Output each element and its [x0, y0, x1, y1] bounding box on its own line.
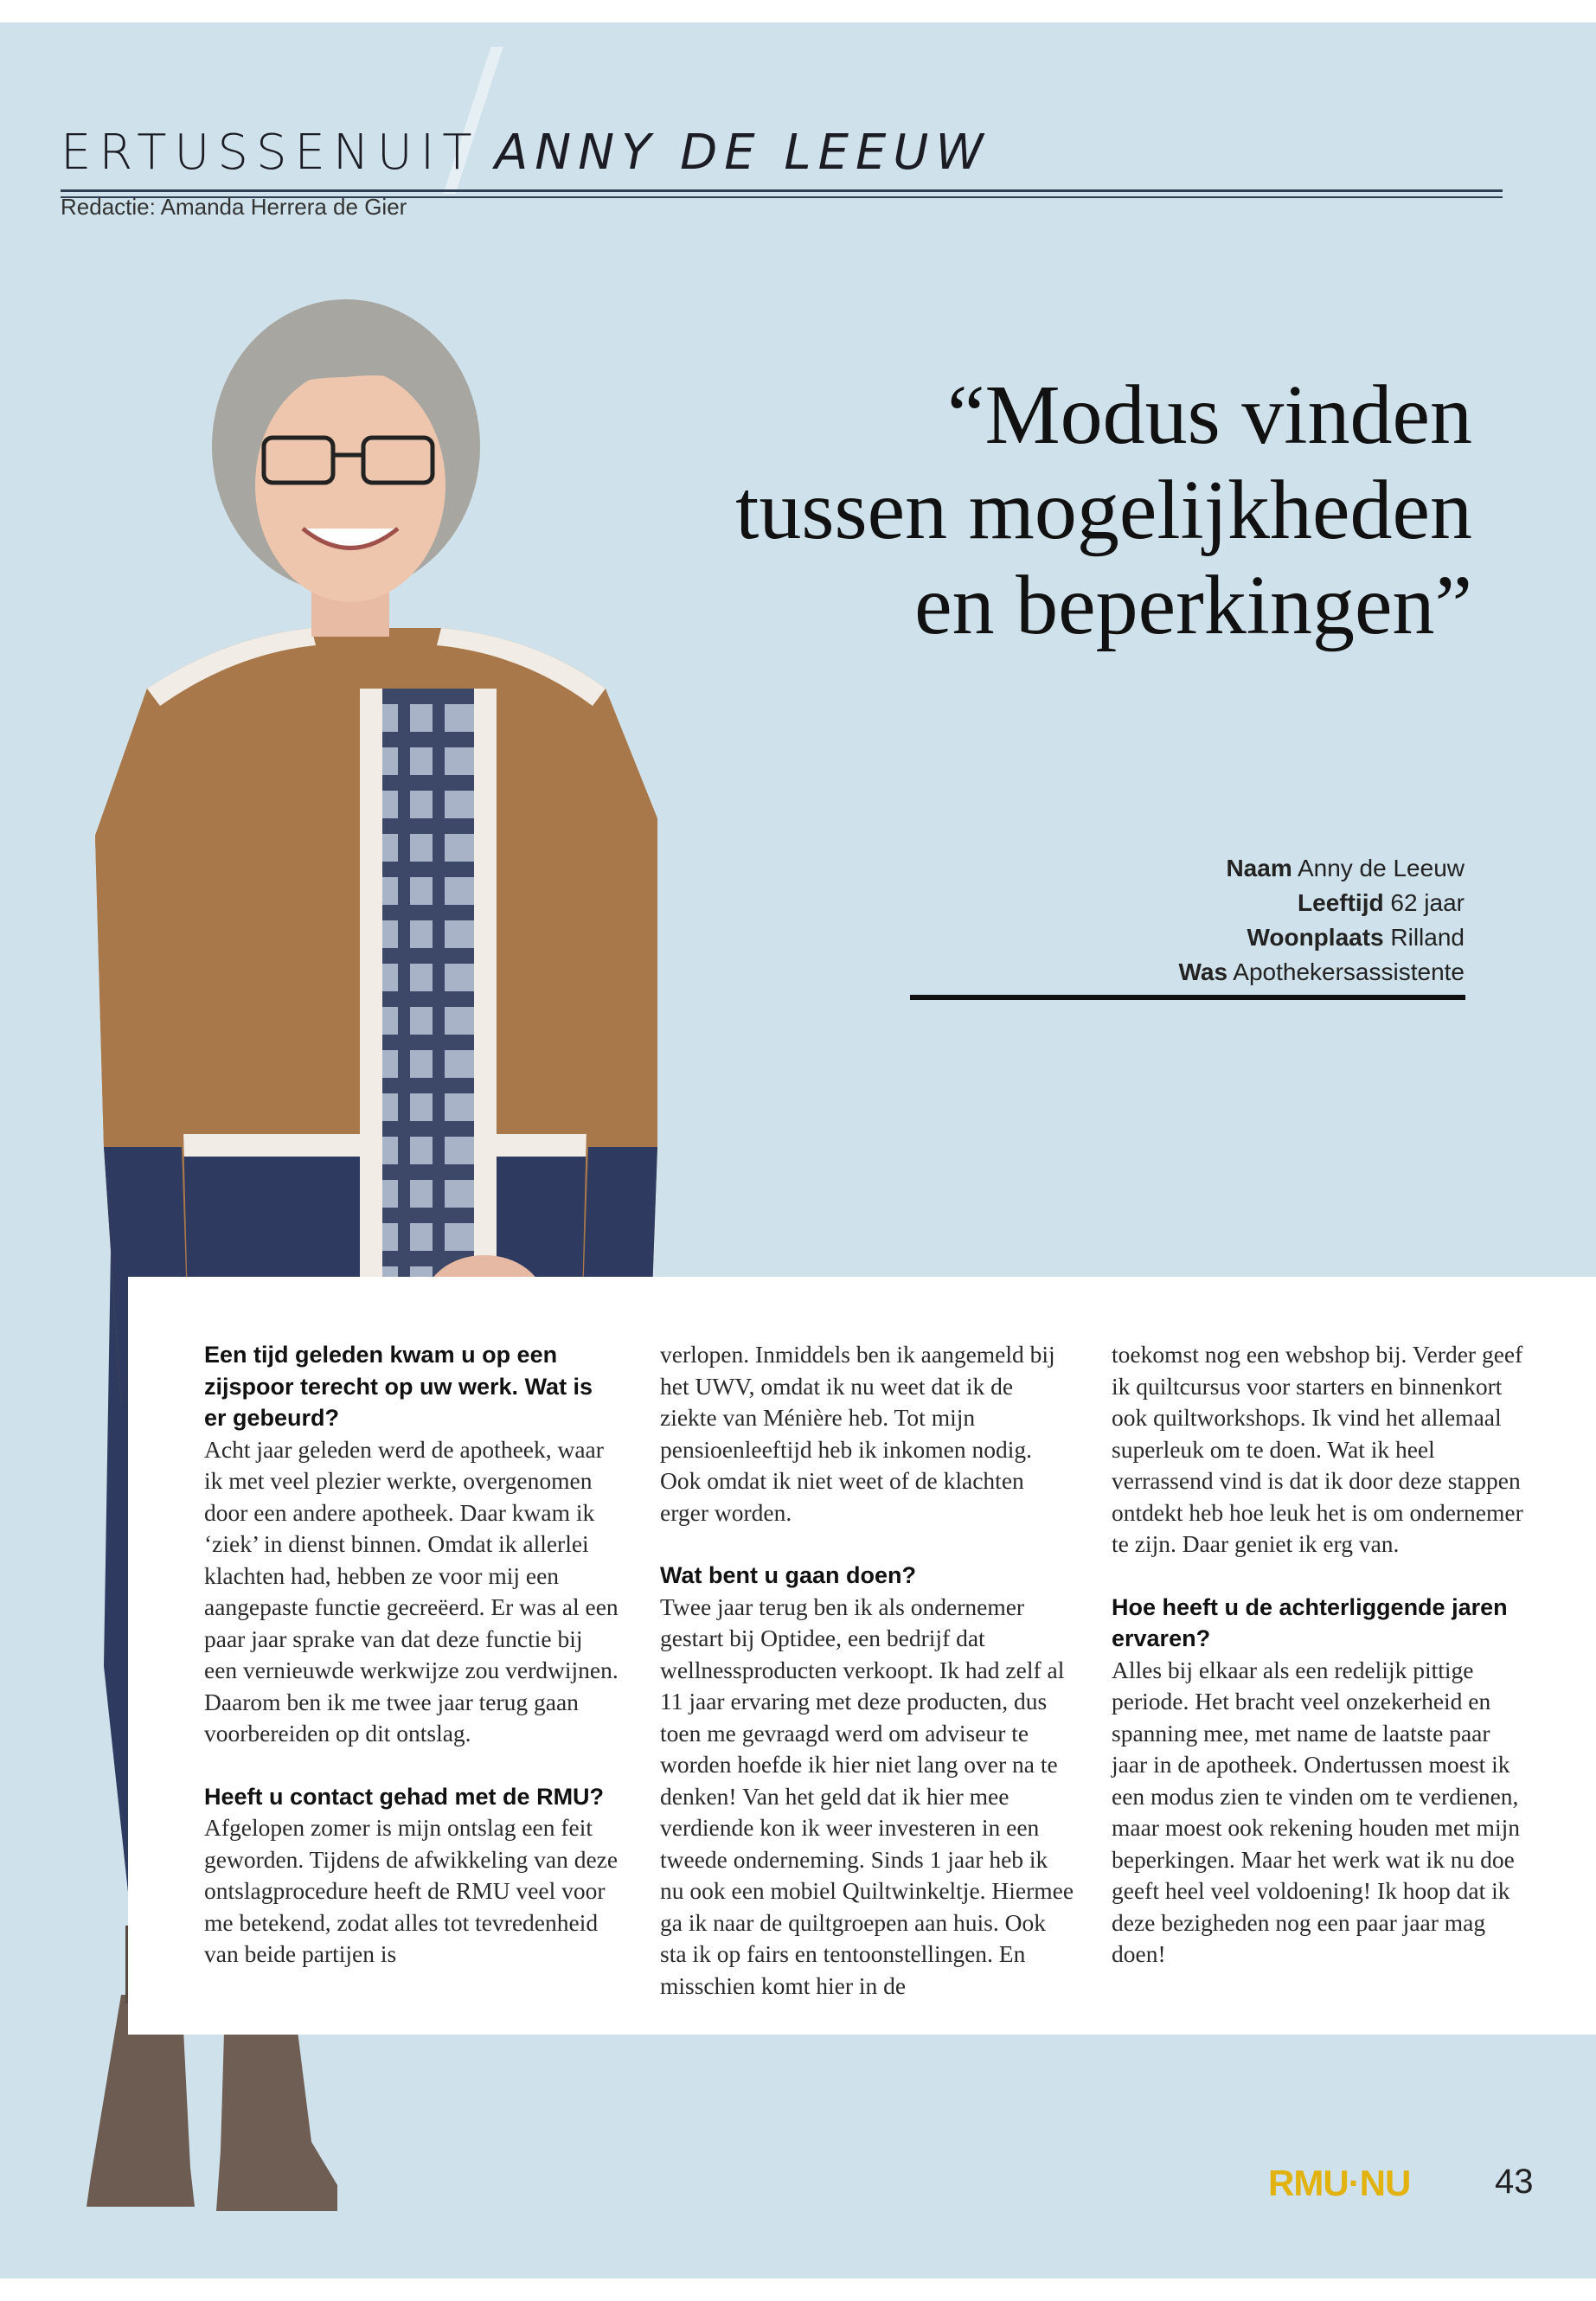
face	[255, 369, 445, 602]
fact-row-age: Leeftijd 62 jaar	[1298, 889, 1465, 916]
interview-answer: Alles bij elkaar als een redelijk pittige periode. Het bracht veel onzekerheid en spanning mee, met name de laatste paar jaar in de apotheek. Ondertussen moest ik een modus zien te vinden om te verdienen, maar moest ook rekening houden met mijn beperkingen. Maar het werk wat ik nu doe geeft heel veel voldoening! Ik hoop dat ik deze bezigheden nog een paar jaar mag doen!	[1112, 1656, 1520, 1967]
interview-answer: Twee jaar terug ben ik als ondernemer gestart bij Optidee, een bedrijf dat wellnessproducten verkoopt. Ik had zelf al 11 jaar ervaring met deze producten, dus toen me gevraagd werd om adviseur te worden hoefde ik hier niet lang over na te denken! Van het geld dat ik hier mee verdiende kon ik weer investeren in een tweede onderneming. Sinds 1 jaar heb ik nu ook een mobiel Quiltwinkeltje. Hiermee ga ik naar de quiltgroepen aan huis. Ook sta ik op fairs en tentoonstellingen. En misschien komt hier in de	[660, 1593, 1074, 1999]
section-title: ERTUSSENUIT	[61, 125, 480, 181]
pull-quote-line: en beperkingen”	[914, 558, 1472, 652]
article-column-3	[1112, 1339, 1527, 1971]
pull-quote-line: tussen mogelijkheden	[735, 463, 1472, 557]
interview-answer: toekomst nog een webshop bij. Verder geef ik quiltcursus voor starters en binnenkort ook quiltworkshops. Ik vind het allemaal superleuk om te doen. Wat ik heel verrassend vind is dat ik door deze stappen ontdekt heb hoe leuk het is om ondernemer te zijn. Daar geniet ik erg van.	[1112, 1341, 1523, 1557]
profile-facts	[1179, 851, 1465, 990]
interview-question: Hoe heeft u de achterliggende jaren ervaren?	[1112, 1593, 1508, 1651]
facts-rule	[910, 995, 1465, 1000]
interview-question: Wat bent u gaan doen?	[660, 1562, 916, 1588]
interview-answer: Acht jaar geleden werd de apotheek, waar ik met veel plezier werkte, overgenomen door een andere apotheek. Daar kwam ik ‘ziek’ in dienst binnen. Omdat ik allerlei klachten had, hebben ze voor mij een aangepaste functie gecreëerd. Er was al een paar jaar sprake van dat deze functie bij een vernieuwde werkwijze zou verdwijnen. Daarom ben ik me twee jaar terug gaan voorbereiden op dit ontslag.	[204, 1435, 619, 1747]
rmu-nu-logo: RMU·NU	[1268, 2163, 1411, 2203]
interviewee-name-title: ANNY DE LEEUW	[495, 125, 990, 181]
header-rule	[61, 189, 1503, 192]
interview-answer: Afgelopen zomer is mijn ontslag een feit geworden. Tijdens de afwikkeling van deze ontslagprocedure heeft de RMU veel voor me betekend, zodat alles tot tevredenheid van beide partijen is	[204, 1814, 619, 1967]
right-boot	[216, 2003, 337, 2211]
interview-answer: verlopen. Inmiddels ben ik aangemeld bij het UWV, omdat ik nu weet dat ik de ziekte van Ménière heb. Tot mijn pensioenleeftijd heb ik inkomen nodig. Ook omdat ik niet weet of de klachten erger worden.	[660, 1341, 1055, 1526]
pull-quote	[607, 369, 1472, 653]
fact-row-former-job: Was Apothekersassistente	[1178, 958, 1465, 985]
interview-question: Een tijd geleden kwam u op een zijspoor terecht op uw werk. Wat is er gebeurd?	[204, 1342, 593, 1431]
page-number: 43	[1495, 2163, 1534, 2201]
interview-question: Heeft u contact gehad met de RMU?	[204, 1783, 605, 1810]
fact-row-name: Naam Anny de Leeuw	[1226, 855, 1465, 881]
article-column-1	[204, 1339, 619, 1971]
article-column-2	[660, 1339, 1075, 2002]
section-header	[61, 109, 1505, 187]
magazine-page	[0, 22, 1596, 2279]
editor-byline: Redactie: Amanda Herrera de Gier	[61, 194, 407, 220]
pull-quote-line: “Modus vinden	[947, 369, 1472, 462]
fact-row-residence: Woonplaats Rilland	[1247, 924, 1465, 951]
interview-article	[128, 1277, 1596, 2035]
